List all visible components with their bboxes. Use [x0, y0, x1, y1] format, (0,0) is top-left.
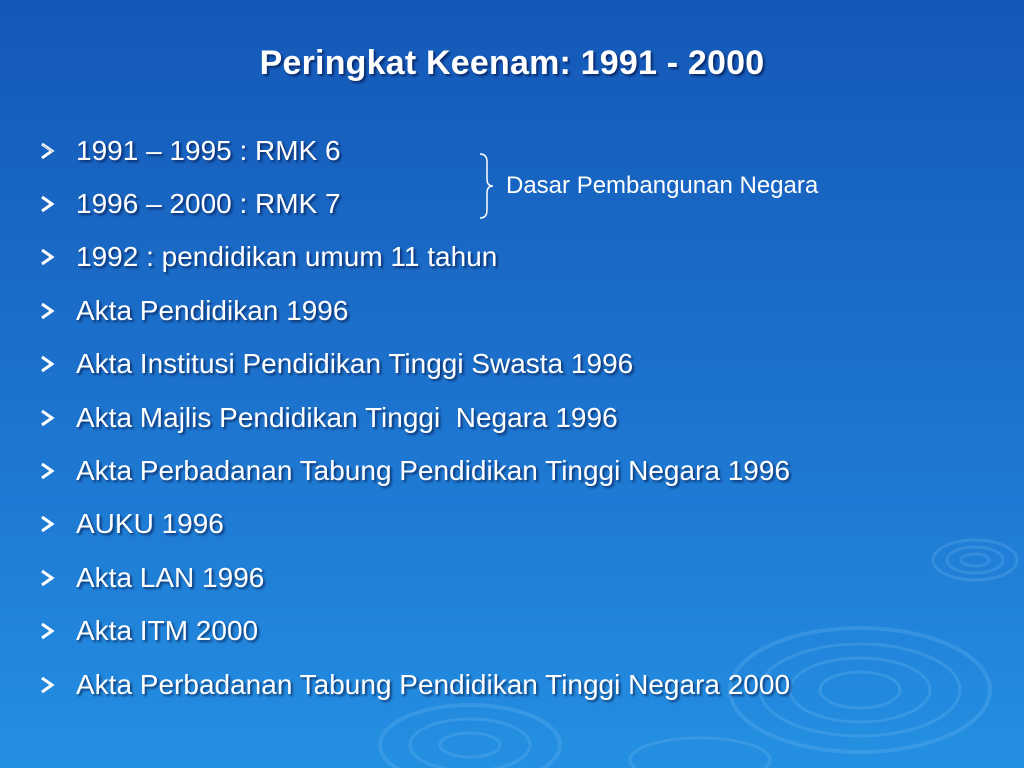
arrow-bullet-icon	[36, 674, 58, 696]
arrow-bullet-icon	[36, 193, 58, 215]
bullet-text: Akta Perbadanan Tabung Pendidikan Tinggi Negara 1996	[76, 455, 791, 487]
arrow-bullet-icon	[36, 620, 58, 642]
arrow-bullet-icon	[36, 300, 58, 322]
arrow-bullet-icon	[36, 567, 58, 589]
bullet-item	[36, 124, 790, 177]
slide-title: Peringkat Keenam: 1991 - 2000	[259, 44, 765, 82]
bullet-item	[36, 605, 790, 658]
bullet-text: 1992 : pendidikan umum 11 tahun	[76, 241, 498, 273]
bullet-item	[36, 551, 790, 604]
arrow-bullet-icon	[36, 353, 58, 375]
bullet-text: 1996 – 2000 : RMK 7	[76, 188, 341, 220]
bullet-text: Akta Institusi Pendidikan Tinggi Swasta 1996	[76, 348, 634, 380]
right-curly-brace-icon	[478, 152, 494, 220]
bullet-item	[36, 658, 790, 711]
bullet-item	[36, 231, 790, 284]
bullet-text: AUKU 1996	[76, 508, 224, 540]
arrow-bullet-icon	[36, 407, 58, 429]
arrow-bullet-icon	[36, 140, 58, 162]
bullet-text: 1991 – 1995 : RMK 6	[76, 134, 341, 166]
bullet-item	[36, 284, 790, 337]
bullet-item	[36, 498, 790, 551]
bullet-list	[36, 124, 790, 711]
bullet-text: Akta ITM 2000	[76, 615, 259, 647]
bullet-item	[36, 444, 790, 497]
brace-note: Dasar Pembangunan Negara	[506, 172, 819, 199]
bullet-item	[36, 338, 790, 391]
bullet-text: Akta Perbadanan Tabung Pendidikan Tinggi Negara 2000	[76, 668, 791, 700]
bullet-text: Akta Pendidikan 1996	[76, 294, 349, 326]
bullet-text: Akta Majlis Pendidikan Tinggi Negara 1996	[76, 401, 618, 433]
bullet-text: Akta LAN 1996	[76, 561, 265, 593]
arrow-bullet-icon	[36, 513, 58, 535]
arrow-bullet-icon	[36, 246, 58, 268]
bullet-item	[36, 391, 790, 444]
arrow-bullet-icon	[36, 460, 58, 482]
